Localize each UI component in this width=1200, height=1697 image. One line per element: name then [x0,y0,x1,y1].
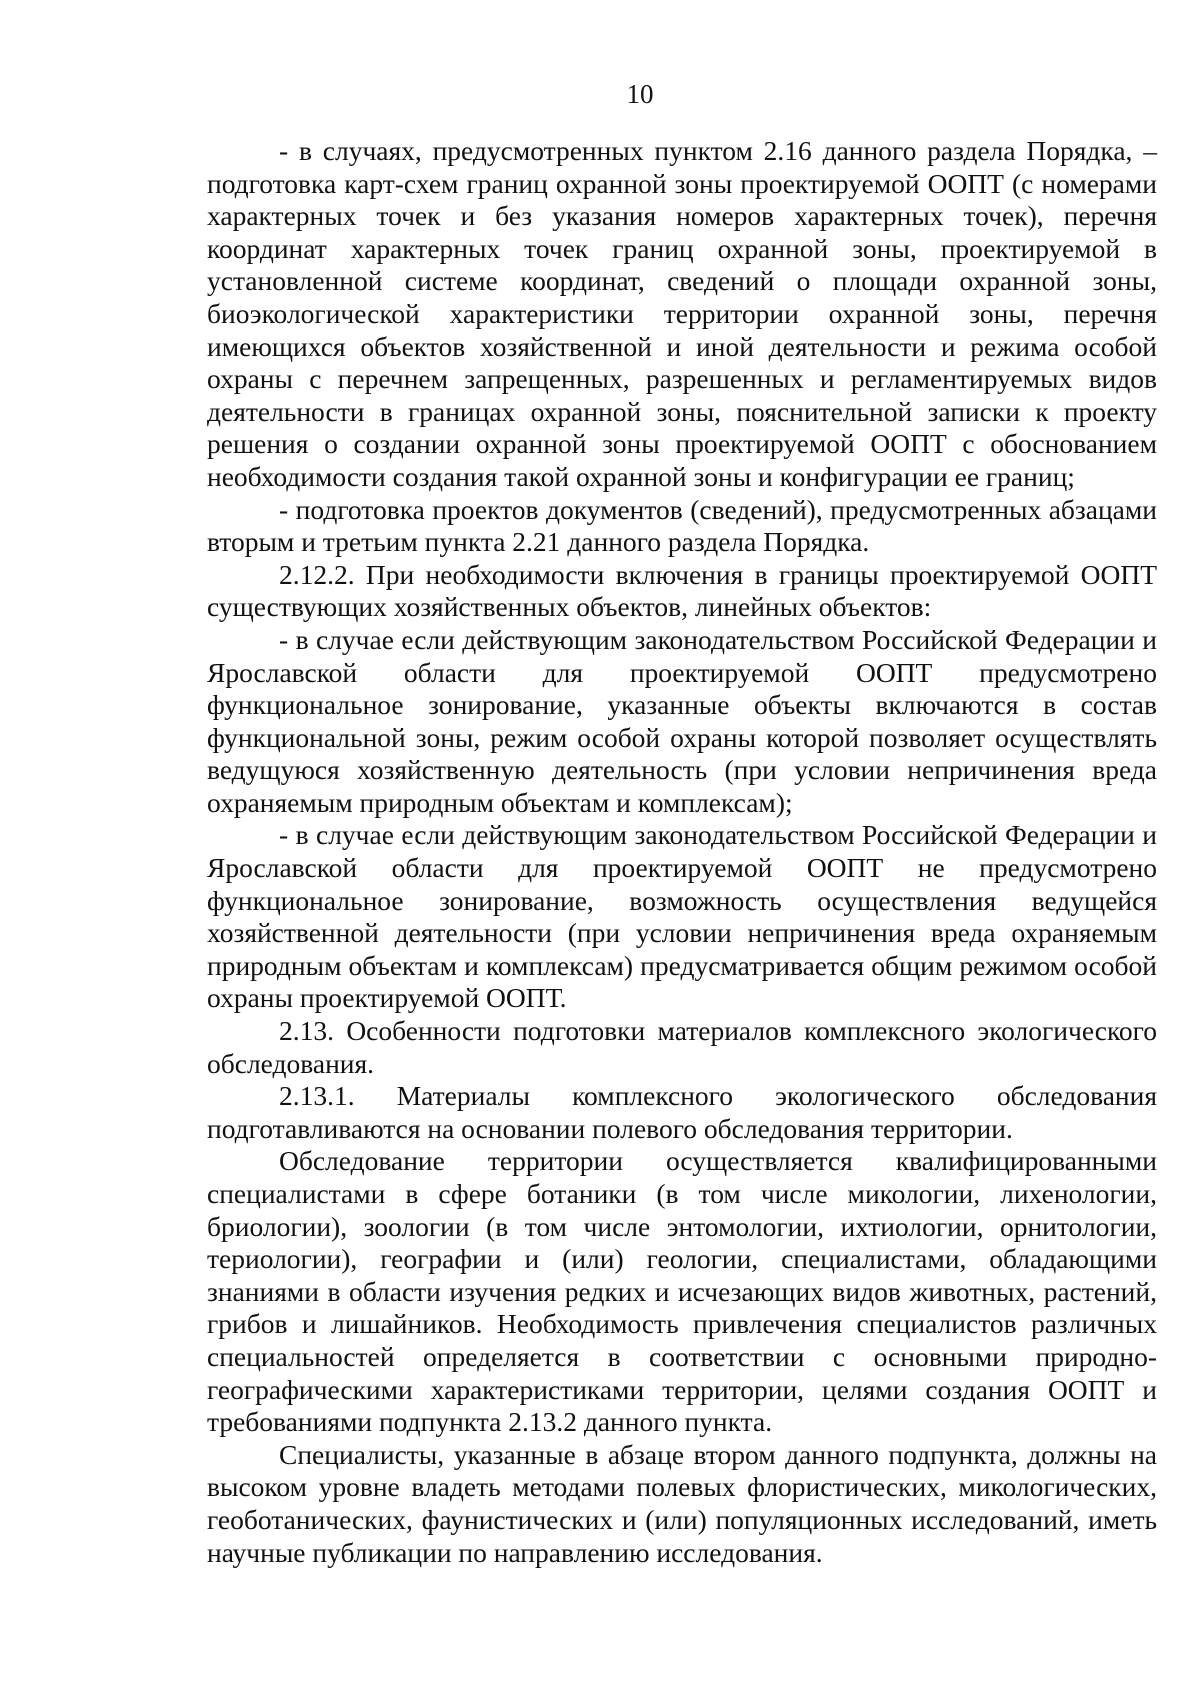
paragraph-specialist-requirements: Специалисты, указанные в абзаце втором данного подпункта, должны на высоком уровне владеть методами полевых флористических, микологических, геоботанических, фаунистических и (или) популяционных исследований, иметь научные публикации по направлению исследования. [207,1438,1157,1568]
paragraph-survey-specialists: Обследование территории осуществляется квалифицированными специалистами в сфере ботаники (в том числе микологии, лихенологии, бриологии), зоологии (в том числе энтомологии, ихтиологии, орнитологии, териологии), географии и (или) геологии, специалистами, обладающими знаниями в области изучения редких и исчезающих видов животных, растений, грибов и лишайников. Необходимость привлечения специалистов различных специальностей определяется в соответствии с основными природно-географическими характеристиками территории, целями создания ООПТ и требованиями подпункта 2.13.2 данного пункта. [207,1145,1157,1438]
paragraph-2-13: 2.13. Особенности подготовки материалов комплексного экологического обследования. [207,1015,1157,1079]
document-body [207,135,1157,1569]
page-number: 10 [626,79,654,109]
paragraph-2-13-1: 2.13.1. Материалы комплексного экологического обследования подготавливаются на основании полевого обследования территории. [207,1080,1157,1144]
paragraph-document-drafts: - подготовка проектов документов (сведений), предусмотренных абзацами вторым и третьим пункта 2.21 данного раздела Порядка. [207,493,1157,558]
paragraph-protected-zone-preparation: - в случаях, предусмотренных пунктом 2.16 данного раздела Порядка, – подготовка карт-схем границ охранной зоны проектируемой ООПТ (с номерами характерных точек и без указания номеров характерных точек), перечня координат характерных точек границ охранной зоны, проектируемой в установленной системе координат, сведений о площади охранной зоны, биоэкологической характеристики территории охранной зоны, перечня имеющихся объектов хозяйственной и иной деятельности и режима особой охраны с перечнем запрещенных, разрешенных и регламентируемых видов деятельности в границах охранной зоны, пояснительной записки к проекту решения о создании охранной зоны проектируемой ООПТ с обоснованием необходимости создания такой охранной зоны и конфигурации ее границ; [207,135,1157,492]
paragraph-zoning-provided: - в случае если действующим законодательством Российской Федерации и Ярославской области для проектируемой ООПТ предусмотрено функциональное зонирование, указанные объекты включаются в состав функциональной зоны, режим особой охраны которой позволяет осуществлять ведущуюся хозяйственную деятельность (при условии непричинения вреда охраняемым природным объектам и комплексам); [207,623,1157,818]
paragraph-zoning-not-provided: - в случае если действующим законодательством Российской Федерации и Ярославской области для проектируемой ООПТ не предусмотрено функциональное зонирование, возможность осуществления ведущейся хозяйственной деятельности (при условии непричинения вреда охраняемым природным объектам и комплексам) предусматривается общим режимом особой охраны проектируемой ООПТ. [207,819,1157,1014]
paragraph-2-12-2: 2.12.2. При необходимости включения в границы проектируемой ООПТ существующих хозяйственных объектов, линейных объектов: [207,558,1157,623]
